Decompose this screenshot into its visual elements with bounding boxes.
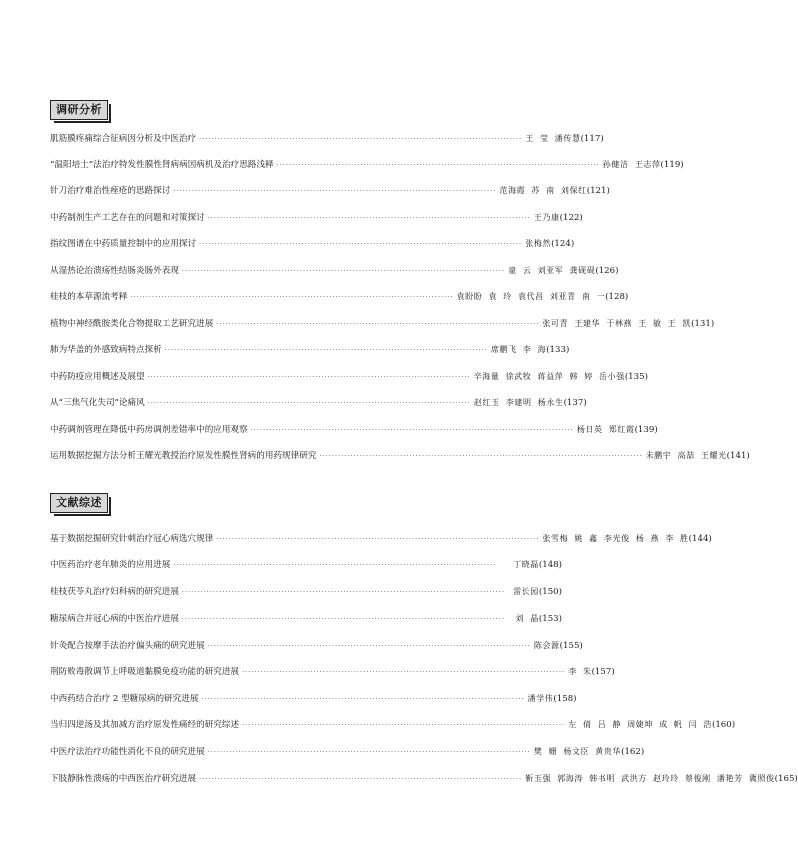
entry-page: (141) — [726, 451, 750, 461]
toc-entry[interactable] — [50, 558, 562, 572]
entry-title: 运用数据挖掘方法分析王耀光教授治疗原发性膜性肾病的用药规律研究 — [50, 451, 317, 461]
entry-title: 针灸配合按摩手法治疗偏头痛的研究进展 — [50, 641, 205, 651]
entry-page: (139) — [634, 425, 658, 435]
toc-entry[interactable] — [50, 317, 715, 331]
dot-leader: ········································································································ — [147, 374, 471, 381]
entry-authors: 张梅然 — [525, 239, 552, 248]
dot-leader: ········································································································ — [199, 776, 523, 783]
entry-page: (137) — [563, 398, 587, 408]
toc-entry[interactable] — [50, 290, 629, 304]
entry-title: 当归四逆汤及其加减方治疗原发性痛经的研究综述 — [50, 720, 240, 730]
dot-leader: ········································································································ — [319, 453, 643, 460]
toc-entry[interactable] — [50, 211, 583, 225]
section-research-analysis — [50, 98, 562, 120]
entry-title: 中药调剂管理在降低中药房调剂差错率中的应用观察 — [50, 425, 248, 435]
dot-leader: ········································································································ — [173, 562, 497, 569]
dot-leader: ········································································································ — [242, 722, 566, 729]
dot-leader: ········································································································ — [173, 188, 497, 195]
dot-leader: ········································································································ — [207, 643, 531, 650]
dot-leader: ········································································································ — [181, 589, 506, 596]
entry-authors: 丁晓磊 — [513, 560, 539, 569]
entry-page: (126) — [595, 266, 619, 276]
entry-page: (124) — [551, 239, 575, 249]
toc-entry[interactable] — [50, 612, 562, 626]
entry-authors: 杨日英 郑红霞 — [576, 425, 635, 434]
toc-entry[interactable] — [50, 264, 619, 278]
entry-title: “温阳培土”法治疗特发性膜性肾病病因病机及治疗思路浅释 — [50, 160, 274, 170]
entry-page: (157) — [591, 667, 615, 677]
dot-leader: ········································································································ — [207, 215, 531, 222]
entry-page: (128) — [605, 292, 629, 302]
section-literature-review — [50, 491, 562, 513]
dot-leader: ········································································································ — [199, 241, 523, 248]
entry-authors: 李 朱 — [568, 667, 592, 676]
entry-title: 中医疗法治疗功能性消化不良的研究进展 — [50, 747, 205, 757]
toc-entry[interactable] — [50, 184, 610, 198]
entry-title: 肺为华盖的外感致病特点探析 — [50, 345, 162, 355]
entry-authors: 席鹏飞 李 海 — [490, 345, 547, 354]
entry-page: (133) — [546, 345, 570, 355]
entry-authors: 张可青 王建华 于林燕 王 敏 王 凯 — [542, 319, 692, 328]
toc-entry[interactable] — [50, 343, 570, 357]
entry-authors: 樊 姗 杨文臣 黄贵华 — [533, 747, 622, 756]
entry-title: 中医药治疗老年肺炎的应用进展 — [50, 560, 171, 570]
toc-entry[interactable] — [50, 132, 604, 146]
entry-title: 桂枝茯苓丸治疗妇科病的研究进展 — [50, 587, 179, 597]
entry-page: (162) — [621, 747, 645, 757]
entry-page: (155) — [559, 641, 583, 651]
entry-authors: 潘学伟 — [527, 694, 554, 703]
entry-authors: 童 云 刘亚军 龚砚砚 — [508, 266, 596, 275]
entry-page: (150) — [538, 587, 562, 597]
entry-page: (117) — [580, 134, 604, 144]
toc-entry[interactable] — [50, 370, 648, 384]
entry-title: 指纹图谱在中药质量控制中的应用探讨 — [50, 239, 197, 249]
entry-page: (153) — [538, 614, 562, 624]
toc-entry[interactable] — [50, 396, 587, 410]
toc-entry[interactable] — [50, 423, 658, 437]
entry-title: 基于数据挖掘研究针刺治疗冠心病选穴规律 — [50, 534, 214, 544]
entry-page: (121) — [586, 186, 610, 196]
toc-entry[interactable] — [50, 665, 615, 679]
entry-authors: 刘 晶 — [515, 614, 539, 623]
entry-title: 中药防疫应用概述及展望 — [50, 372, 145, 382]
toc-entry[interactable] — [50, 718, 736, 732]
dot-leader: ········································································································ — [181, 268, 506, 275]
entry-page: (119) — [660, 160, 684, 170]
entry-page: (158) — [553, 694, 577, 704]
entry-title: 从“三焦气化失司”论痛风 — [50, 398, 145, 408]
section-heading: 调研分析 — [50, 100, 108, 120]
dot-leader: ········································································································ — [216, 536, 540, 543]
entry-page: (122) — [559, 213, 583, 223]
entry-title: 糖尿病合并冠心病的中医治疗进展 — [50, 614, 179, 624]
entry-title: 针刀治疗难治性痤疮的思路探讨 — [50, 186, 171, 196]
entry-title: 中药制剂生产工艺存在的问题和对策探讨 — [50, 213, 205, 223]
dot-leader: ········································································································ — [147, 400, 471, 407]
entry-authors: 张雪梅 姚 鑫 李光俊 杨 燕 李 胜 — [542, 534, 689, 543]
entry-title: 植物中神经酰胺类化合物提取工艺研究进展 — [50, 319, 214, 329]
dot-leader: ········································································································ — [207, 749, 531, 756]
dot-leader: ········································································································ — [242, 669, 566, 676]
toc-entry[interactable] — [50, 639, 583, 653]
toc-entry[interactable] — [50, 692, 577, 706]
entry-authors: 王 莹 潘传慧 — [525, 134, 581, 143]
entry-authors: 雷长园 — [513, 587, 539, 596]
dot-leader: ········································································································ — [276, 162, 600, 169]
entry-title: 中西药结合治疗 2 型糖尿病的研究进展 — [50, 694, 199, 704]
dot-leader: ········································································································ — [130, 294, 454, 301]
entry-authors: 范海霞 苏 南 刘保红 — [499, 186, 587, 195]
entry-title: 桂枝的本草源流考释 — [50, 292, 128, 302]
dot-leader: ········································································································ — [164, 347, 488, 354]
entry-page: (144) — [688, 534, 712, 544]
dot-leader: ········································································································ — [181, 616, 506, 623]
entry-title: 下肢静脉性溃疡的中西医治疗研究进展 — [50, 774, 197, 784]
section-heading: 文献综述 — [50, 493, 108, 513]
entry-authors: 袁盼盼 袁 玲 袁代昌 刘亚青 南 一 — [456, 292, 606, 301]
entry-page: (160) — [711, 720, 736, 730]
toc-entry[interactable] — [50, 745, 645, 759]
entry-page: (148) — [538, 560, 562, 570]
toc-entry[interactable] — [50, 585, 562, 599]
toc-entry[interactable] — [50, 772, 798, 786]
entry-authors: 孙健洁 王志萍 — [602, 160, 661, 169]
entry-page: (165) — [774, 774, 798, 784]
entry-page: (131) — [691, 319, 715, 329]
dot-leader: ········································································································ — [216, 321, 540, 328]
entry-title: 荆防败毒散调节上呼吸道黏膜免疫功能的研究进展 — [50, 667, 240, 677]
entry-authors: 靳玉强 郭海涛 韩书明 武洪方 赵玲玲 蔡俊刚 潘艳芳 冀照俊 — [525, 774, 775, 783]
dot-leader: ········································································································ — [201, 696, 525, 703]
dot-leader: ········································································································ — [250, 427, 574, 434]
toc-entry[interactable] — [50, 237, 575, 251]
entry-authors: 未鹏宇 高喆 王耀光 — [645, 451, 727, 460]
entry-title: 肌筋膜疼痛综合征病因分析及中医治疗 — [50, 134, 197, 144]
toc-entry[interactable] — [50, 449, 750, 463]
entry-title: 从湿热论治溃疡性结肠炎肠外表现 — [50, 266, 179, 276]
toc-entry[interactable] — [50, 532, 712, 546]
toc-entry[interactable] — [50, 158, 684, 172]
entry-authors: 陈会源 — [533, 641, 560, 650]
entry-authors: 赵红玉 李建明 杨永生 — [473, 398, 564, 407]
entry-authors: 左 倩 吕 静 周婕坤 成 帆 闫 浩 — [568, 720, 712, 729]
entry-authors: 王乃康 — [533, 213, 560, 222]
dot-leader: ········································································································ — [199, 136, 523, 143]
entry-authors: 辛海量 徐武牧 蒋益萍 韩 婷 岳小强 — [473, 372, 625, 381]
entry-page: (135) — [624, 372, 648, 382]
